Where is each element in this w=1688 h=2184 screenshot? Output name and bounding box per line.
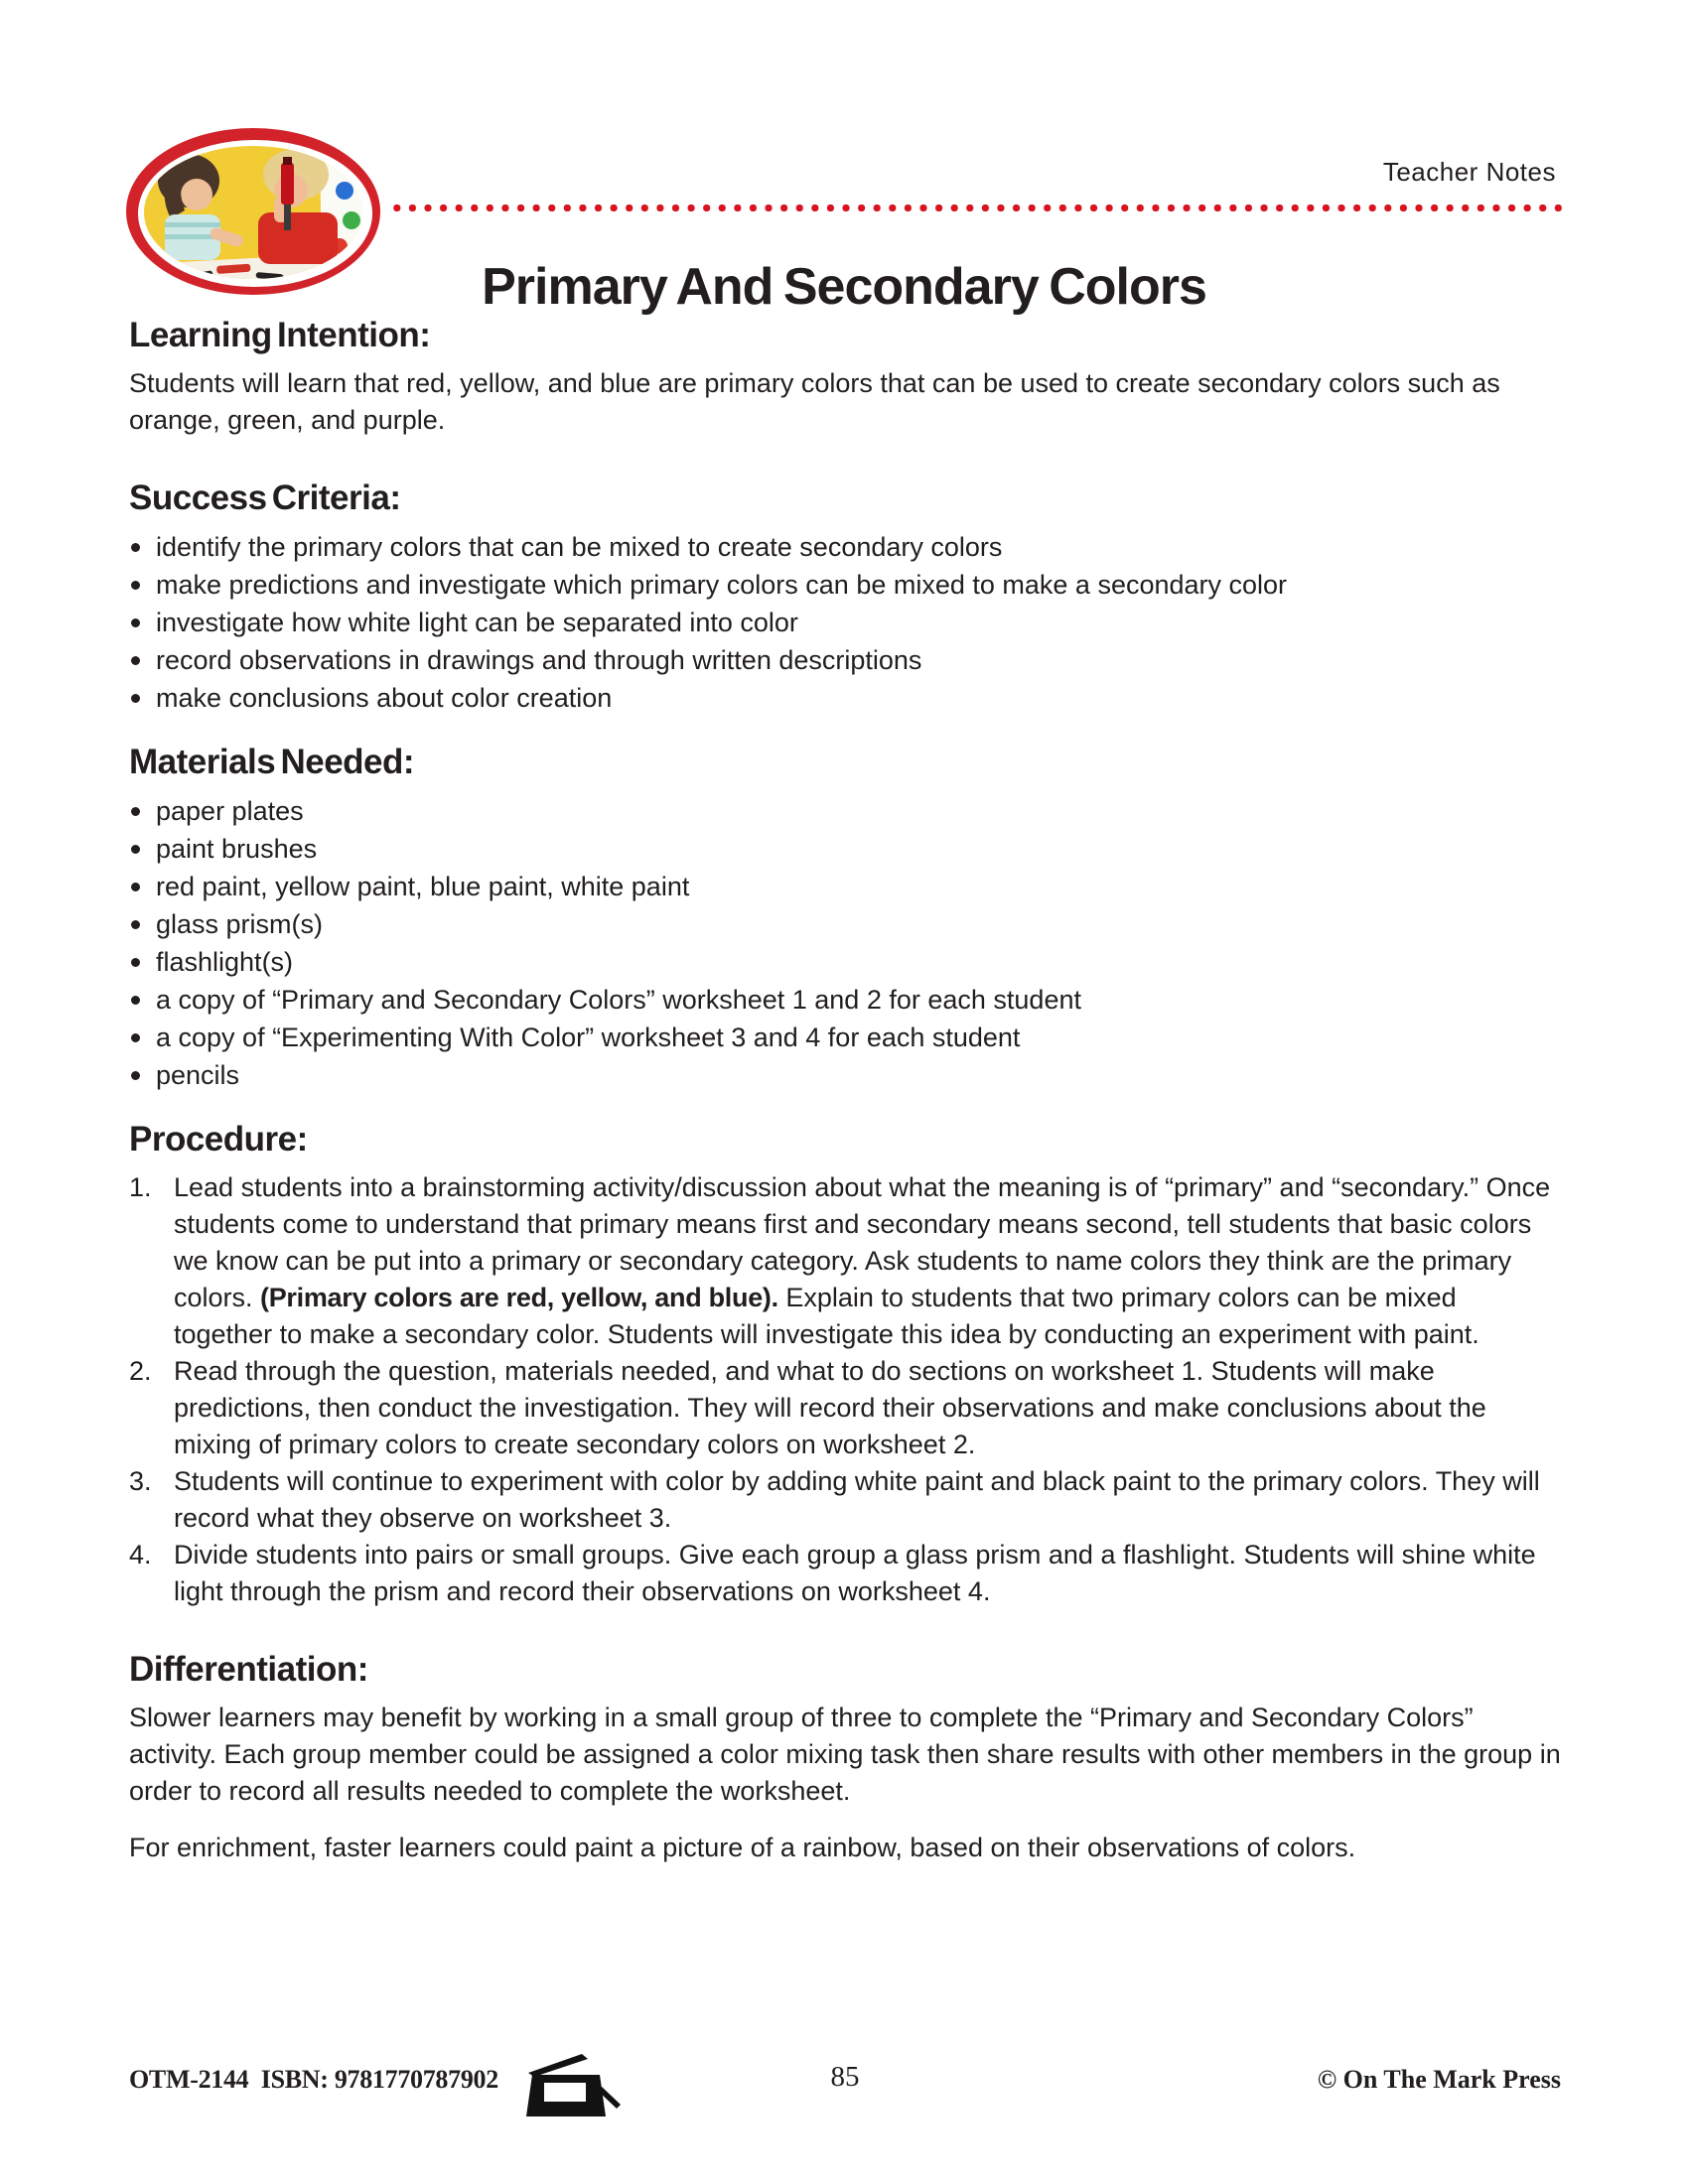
- section-differentiation: [129, 1650, 1561, 1866]
- list-item: make conclusions about color creation: [129, 679, 1561, 717]
- photocopier-icon: [518, 2051, 628, 2126]
- section-materials-needed: [129, 743, 1561, 1094]
- procedure-heading: Procedure:: [129, 1120, 308, 1159]
- step-text: Lead students into a brainstorming activity/discussion about what the meaning is of “primary” and “secondary.” Once students come to understand that primary means first and secondary means second, tell students that basic colors we know can be put into a primary or secondary category. Ask students to name colors they think are the primary colors.: [174, 1172, 1551, 1312]
- list-item: a copy of “Primary and Secondary Colors” worksheet 1 and 2 for each student: [129, 981, 1561, 1019]
- step-number: 4.: [129, 1540, 152, 1570]
- page-title: Primary And Secondary Colors: [482, 257, 1206, 316]
- success-criteria-list: [129, 528, 1561, 717]
- list-item: paint brushes: [129, 830, 1561, 868]
- section-success-criteria: [129, 478, 1561, 717]
- page-header: [0, 0, 1688, 316]
- step-text: Explain to students that two primary colors can be mixed together to make a secondary color. Students will investigate this idea by conducting an experiment with paint.: [174, 1283, 1479, 1349]
- learning-intention-text: Students will learn that red, yellow, and blue are primary colors that can be used to create secondary colors such as orange, green, and purple.: [129, 368, 1500, 435]
- list-item: flashlight(s): [129, 943, 1561, 981]
- section-learning-intention: [129, 316, 1561, 439]
- success-criteria-heading: Success Criteria:: [129, 478, 401, 517]
- section-procedure: [129, 1120, 1561, 1610]
- step-text-bold: (Primary colors are red, yellow, and blue).: [260, 1283, 778, 1312]
- step-number: 3.: [129, 1466, 152, 1496]
- product-code-isbn: OTM-2144 ISBN: 9781770787902: [129, 2065, 498, 2094]
- step-text: Divide students into pairs or small groups. Give each group a glass prism and a flashlight. Students will shine white light through the prism and record their observations on worksheet 4.: [174, 1540, 1536, 1606]
- step-number: 1.: [129, 1172, 152, 1202]
- step-text: Students will continue to experiment with color by adding white paint and black paint to the primary colors. They will record what they observe on worksheet 3.: [174, 1466, 1540, 1533]
- differentiation-paragraph: For enrichment, faster learners could paint a picture of a rainbow, based on their observations of colors.: [129, 1833, 1356, 1862]
- dotted-divider: [389, 203, 1567, 213]
- list-item: investigate how white light can be separated into color: [129, 604, 1561, 641]
- teacher-notes-label: Teacher Notes: [1382, 157, 1556, 187]
- step-text: Read through the question, materials needed, and what to do sections on worksheet 1. Students will make predictions, then conduct the investigation. They will record their observations and make conclusions about the mixing of primary colors to create secondary colors on worksheet 2.: [174, 1356, 1486, 1459]
- procedure-step: [129, 1169, 1561, 1353]
- list-item: record observations in drawings and through written descriptions: [129, 641, 1561, 679]
- learning-intention-heading: Learning Intention:: [129, 316, 431, 354]
- differentiation-paragraph: Slower learners may benefit by working in a small group of three to complete the “Primary and Secondary Colors” activity. Each group member could be assigned a color mixing task then share results with other members in the group in order to record all results needed to complete the worksheet.: [129, 1703, 1561, 1806]
- procedure-step: [129, 1353, 1561, 1463]
- materials-needed-list: [129, 792, 1561, 1094]
- list-item: red paint, yellow paint, blue paint, white paint: [129, 868, 1561, 905]
- lesson-plan-content: [129, 316, 1561, 1906]
- list-item: a copy of “Experimenting With Color” worksheet 3 and 4 for each student: [129, 1019, 1561, 1056]
- list-item: make predictions and investigate which primary colors can be mixed to make a secondary color: [129, 566, 1561, 604]
- page-number: 85: [830, 2061, 860, 2093]
- procedure-list: [129, 1169, 1561, 1610]
- procedure-step: [129, 1463, 1561, 1537]
- list-item: identify the primary colors that can be mixed to create secondary colors: [129, 528, 1561, 566]
- copyright: © On The Mark Press: [1317, 2065, 1561, 2094]
- list-item: pencils: [129, 1056, 1561, 1094]
- procedure-step: [129, 1537, 1561, 1610]
- step-number: 2.: [129, 1356, 152, 1386]
- list-item: paper plates: [129, 792, 1561, 830]
- list-item: glass prism(s): [129, 905, 1561, 943]
- differentiation-heading: Differentiation:: [129, 1650, 368, 1689]
- materials-needed-heading: Materials Needed:: [129, 743, 415, 781]
- page-footer: [129, 2051, 1561, 2130]
